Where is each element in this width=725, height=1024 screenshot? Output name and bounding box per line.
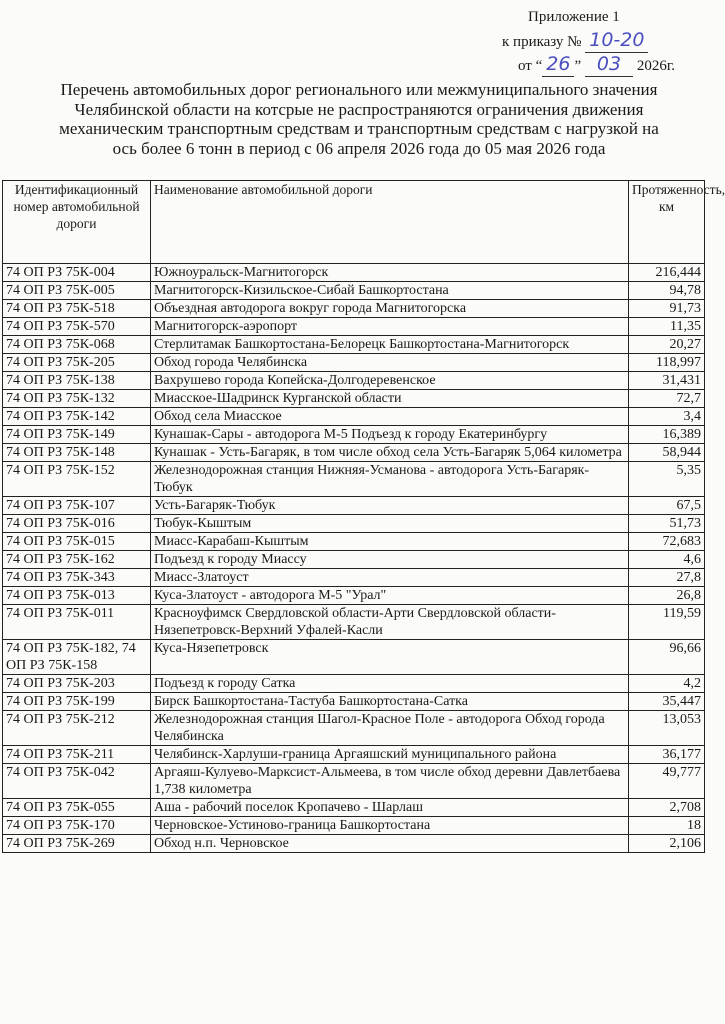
cell-road-id: 74 ОП РЗ 75К-182, 74 ОП РЗ 75К-158	[3, 640, 151, 675]
document-title	[0, 80, 718, 158]
cell-road-name: Бирск Башкортостана-Тастуба Башкортостана-Сатка	[151, 693, 629, 711]
table-body	[3, 264, 705, 853]
cell-road-id: 74 ОП РЗ 75К-015	[3, 533, 151, 551]
cell-road-name: Магнитогорск-Кизильское-Сибай Башкортостана	[151, 282, 629, 300]
cell-road-name: Обход села Миасское	[151, 408, 629, 426]
cell-road-length: 3,4	[629, 408, 705, 426]
cell-road-id: 74 ОП РЗ 75К-203	[3, 675, 151, 693]
cell-road-name: Магнитогорск-аэропорт	[151, 318, 629, 336]
cell-road-id: 74 ОП РЗ 75К-005	[3, 282, 151, 300]
cell-road-name: Южноуральск-Магнитогорск	[151, 264, 629, 282]
cell-road-id: 74 ОП РЗ 75К-132	[3, 390, 151, 408]
table-row	[3, 551, 705, 569]
cell-road-id: 74 ОП РЗ 75К-149	[3, 426, 151, 444]
cell-road-length: 49,777	[629, 764, 705, 799]
cell-road-name: Железнодорожная станция Шагол-Красное Поле - автодорога Обход города Челябинска	[151, 711, 629, 746]
table-row	[3, 835, 705, 853]
cell-road-name: Стерлитамак Башкортостана-Белорецк Башкортостана-Магнитогорск	[151, 336, 629, 354]
cell-road-length: 67,5	[629, 497, 705, 515]
cell-road-id: 74 ОП РЗ 75К-042	[3, 764, 151, 799]
date-line	[518, 53, 675, 78]
cell-road-length: 2,106	[629, 835, 705, 853]
cell-road-name: Объездная автодорога вокруг города Магнитогорска	[151, 300, 629, 318]
date-prefix: от “	[518, 58, 543, 74]
order-prefix: к приказу №	[502, 34, 582, 50]
cell-road-name: Вахрушево города Копейска-Долгодеревенское	[151, 372, 629, 390]
table-row	[3, 336, 705, 354]
cell-road-id: 74 ОП РЗ 75К-162	[3, 551, 151, 569]
cell-road-name: Кунашак-Сары - автодорога М-5 Подъезд к городу Екатеринбургу	[151, 426, 629, 444]
table-header-row	[3, 181, 705, 264]
table-row	[3, 799, 705, 817]
cell-road-name: Красноуфимск Свердловской области-Арти Свердловской области-Нязепетровск-Верхний Уфалей-Касли	[151, 605, 629, 640]
table-row	[3, 817, 705, 835]
cell-road-name: Железнодорожная станция Нижняя-Усманова - автодорога Усть-Багаряк-Тюбук	[151, 462, 629, 497]
cell-road-id: 74 ОП РЗ 75К-142	[3, 408, 151, 426]
table-row	[3, 408, 705, 426]
table-row	[3, 587, 705, 605]
cell-road-length: 4,6	[629, 551, 705, 569]
cell-road-id: 74 ОП РЗ 75К-269	[3, 835, 151, 853]
table-row	[3, 711, 705, 746]
table-row	[3, 764, 705, 799]
cell-road-name: Обход н.п. Черновское	[151, 835, 629, 853]
title-line: Челябинской области на котсрые не распространяются ограничения движения	[74, 99, 644, 119]
date-year: 2026г.	[636, 58, 676, 74]
cell-road-name: Куса-Нязепетровск	[151, 640, 629, 675]
cell-road-id: 74 ОП РЗ 75К-518	[3, 300, 151, 318]
table-row	[3, 693, 705, 711]
table-row	[3, 444, 705, 462]
table-row	[3, 515, 705, 533]
cell-road-length: 72,7	[629, 390, 705, 408]
cell-road-name: Аша - рабочий поселок Кропачево - Шарлаш	[151, 799, 629, 817]
cell-road-id: 74 ОП РЗ 75К-148	[3, 444, 151, 462]
table-row	[3, 300, 705, 318]
cell-road-length: 72,683	[629, 533, 705, 551]
cell-road-id: 74 ОП РЗ 75К-068	[3, 336, 151, 354]
cell-road-length: 91,73	[629, 300, 705, 318]
cell-road-id: 74 ОП РЗ 75К-570	[3, 318, 151, 336]
cell-road-id: 74 ОП РЗ 75К-199	[3, 693, 151, 711]
cell-road-id: 74 ОП РЗ 75К-212	[3, 711, 151, 746]
cell-road-length: 11,35	[629, 318, 705, 336]
cell-road-length: 20,27	[629, 336, 705, 354]
cell-road-name: Подъезд к городу Сатка	[151, 675, 629, 693]
table-row	[3, 264, 705, 282]
header-length: Протяженность, км	[629, 181, 705, 264]
date-month: 03	[585, 53, 633, 77]
header-name: Наименование автомобильной дороги	[151, 181, 629, 264]
cell-road-name: Усть-Багаряк-Тюбук	[151, 497, 629, 515]
table-row	[3, 426, 705, 444]
table-row	[3, 533, 705, 551]
cell-road-name: Аргаяш-Кулуево-Марксист-Альмеева, в том числе обход деревни Давлетбаева 1,738 километра	[151, 764, 629, 799]
table-row	[3, 675, 705, 693]
cell-road-length: 5,35	[629, 462, 705, 497]
appendix-label: Приложение 1	[528, 9, 620, 25]
cell-road-name: Обход города Челябинска	[151, 354, 629, 372]
cell-road-id: 74 ОП РЗ 75К-004	[3, 264, 151, 282]
cell-road-length: 96,66	[629, 640, 705, 675]
cell-road-id: 74 ОП РЗ 75К-013	[3, 587, 151, 605]
date-separator: ”	[574, 58, 582, 74]
roads-table	[2, 180, 725, 853]
cell-road-length: 2,708	[629, 799, 705, 817]
table-row	[3, 605, 705, 640]
cell-road-id: 74 ОП РЗ 75К-016	[3, 515, 151, 533]
cell-road-id: 74 ОП РЗ 75К-152	[3, 462, 151, 497]
title-line: механическим транспортным средствам и транспортным средствам с нагрузкой на	[59, 119, 659, 138]
cell-road-id: 74 ОП РЗ 75К-343	[3, 569, 151, 587]
cell-road-name: Миасское-Шадринск Курганской области	[151, 390, 629, 408]
order-line	[502, 29, 648, 54]
cell-road-length: 94,78	[629, 282, 705, 300]
cell-road-length: 31,431	[629, 372, 705, 390]
cell-road-length: 27,8	[629, 569, 705, 587]
title-line: Перечень автомобильных дорог регионального или межмуниципального значения	[60, 80, 658, 99]
cell-road-name: Подъезд к городу Миассу	[151, 551, 629, 569]
table-row	[3, 569, 705, 587]
cell-road-id: 74 ОП РЗ 75К-205	[3, 354, 151, 372]
cell-road-length: 119,59	[629, 605, 705, 640]
table-row	[3, 746, 705, 764]
table-row	[3, 640, 705, 675]
cell-road-length: 58,944	[629, 444, 705, 462]
cell-road-id: 74 ОП РЗ 75К-055	[3, 799, 151, 817]
cell-road-id: 74 ОП РЗ 75К-211	[3, 746, 151, 764]
cell-road-length: 35,447	[629, 693, 705, 711]
cell-road-length: 51,73	[629, 515, 705, 533]
cell-road-length: 4,2	[629, 675, 705, 693]
table-row	[3, 497, 705, 515]
cell-road-name: Тюбук-Кыштым	[151, 515, 629, 533]
title-line: ось более 6 тонн в период с 06 апреля 2026 года до 05 мая 2026 года	[112, 138, 606, 158]
cell-road-length: 118,997	[629, 354, 705, 372]
table-row	[3, 390, 705, 408]
cell-road-name: Челябинск-Харлуши-граница Аргаяшский муниципального района	[151, 746, 629, 764]
cell-road-id: 74 ОП РЗ 75К-170	[3, 817, 151, 835]
cell-road-length: 36,177	[629, 746, 705, 764]
cell-road-id: 74 ОП РЗ 75К-107	[3, 497, 151, 515]
date-day: 26	[542, 53, 574, 77]
cell-road-name: Кунашак - Усть-Багаряк, в том числе обход села Усть-Багаряк 5,064 километра	[151, 444, 629, 462]
header-id: Идентификационный номер автомобильной дороги	[3, 181, 151, 264]
cell-road-id: 74 ОП РЗ 75К-011	[3, 605, 151, 640]
cell-road-length: 216,444	[629, 264, 705, 282]
cell-road-name: Черновское-Устиново-граница Башкортостана	[151, 817, 629, 835]
cell-road-id: 74 ОП РЗ 75К-138	[3, 372, 151, 390]
cell-road-name: Куса-Златоуст - автодорога М-5 "Урал"	[151, 587, 629, 605]
cell-road-length: 13,053	[629, 711, 705, 746]
table-row	[3, 462, 705, 497]
cell-road-name: Миасс-Златоуст	[151, 569, 629, 587]
table-row	[3, 372, 705, 390]
table-row	[3, 282, 705, 300]
cell-road-name: Миасс-Карабаш-Кыштым	[151, 533, 629, 551]
cell-road-length: 16,389	[629, 426, 705, 444]
cell-road-length: 18	[629, 817, 705, 835]
cell-road-length: 26,8	[629, 587, 705, 605]
order-number: 10-20	[585, 29, 648, 53]
table-row	[3, 354, 705, 372]
table-row	[3, 318, 705, 336]
